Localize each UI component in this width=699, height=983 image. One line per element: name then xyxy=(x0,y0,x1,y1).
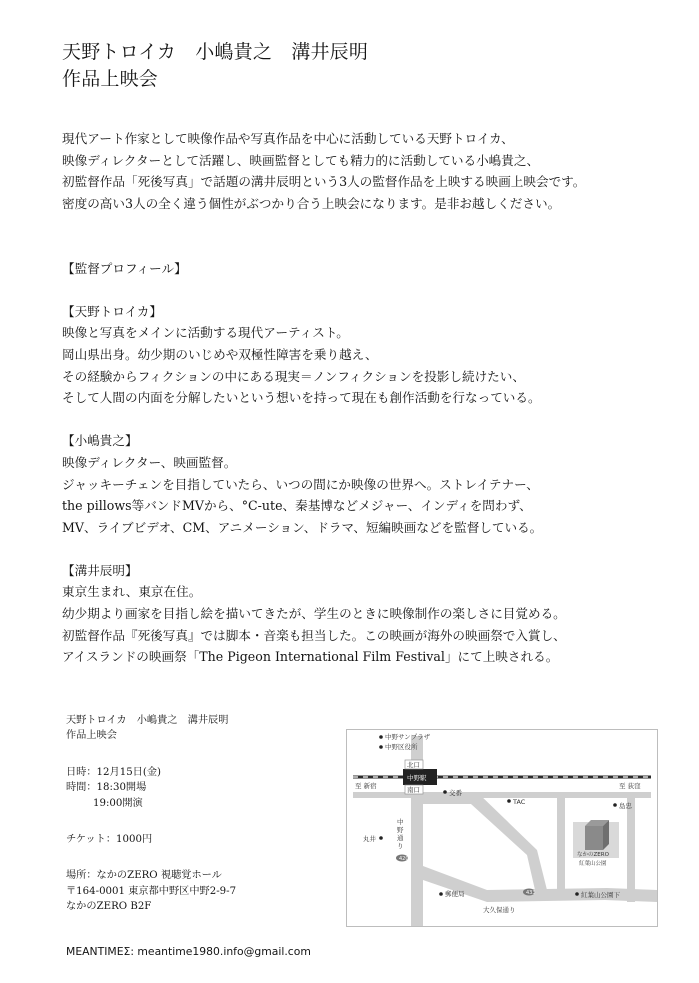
profile-line: MV、ライブビデオ、CM、アニメーション、ドラマ、短編映画などを監督している。 xyxy=(62,519,543,535)
map-label-koban: 交番 xyxy=(449,789,462,797)
event-venue: 場所：なかのZERO 視聴覚ホール xyxy=(66,870,222,882)
south-road xyxy=(353,792,651,798)
map-label-ward-office: 中野区役所 xyxy=(385,743,418,751)
map-label-route-433: 433 xyxy=(526,890,536,896)
intro-line: 現代アート作家として映像作品や写真作品を中心に活動している天野トロイカ、 xyxy=(62,131,514,146)
map-label-okubo-dori: 大久保通り xyxy=(483,906,516,914)
intro-line: 密度の高い3人の全く違う個性がぶつかり合う上映会になります。是非お越しください。 xyxy=(62,195,561,211)
profile-line: ジャッキーチェンを目指していたら、いつの間にか映像の世界へ。ストレイテナー、 xyxy=(62,476,539,492)
map-label-south-exit: 南口 xyxy=(407,786,420,794)
profile-line: 映像と写真をメインに活動する現代アーティスト。 xyxy=(62,325,349,341)
event-date: 日時：12月15日(金) xyxy=(66,766,161,778)
map-label-zero: なかのZERO xyxy=(577,852,609,858)
nakano-dori-char: り xyxy=(397,842,404,850)
profile-heading: 【監督プロフィール】 xyxy=(62,260,187,276)
map-label-post-office: 郵便局 xyxy=(445,890,465,898)
event-venue-floor: なかのZERO B2F xyxy=(66,901,152,913)
map-label-shimachu: 島忠 xyxy=(619,802,632,810)
map-label-koyosan-park: 紅葉山公園 xyxy=(579,861,607,867)
nakano-dori-char: 通 xyxy=(397,834,404,842)
profile-line: そして人間の内面を分解したいという想いを持って現在も創作活動を行なっている。 xyxy=(62,390,541,406)
intro-line: 映像ディレクターとして活躍し、映画監督としても精力的に活動している小嶋貴之、 xyxy=(62,152,540,168)
profile-line: 初監督作品『死後写真』では脚本・音楽も担当した。この映画が海外の映画祭で入賞し、 xyxy=(62,627,566,643)
event-time-open: 時間：18:30開場 xyxy=(66,782,147,794)
map-label-koyosan-park-shita: 紅葉山公園下 xyxy=(581,891,620,899)
profile-line: 東京生まれ、東京在住。 xyxy=(62,584,202,600)
access-map xyxy=(346,729,658,927)
map-label-sunplaza: 中野サンプラザ xyxy=(385,733,431,741)
body-text xyxy=(62,128,585,668)
access-map-drawing xyxy=(347,730,657,926)
map-label-tac: TAC xyxy=(513,798,526,806)
profile-line: 岡山県出身。幼少期のいじめや双極性障害を乗り越え、 xyxy=(62,346,378,362)
event-address: 〒164-0001 東京都中野区中野2-9-7 xyxy=(66,885,237,897)
event-names: 天野トロイカ 小嶋貴之 溝井辰明 xyxy=(66,715,229,726)
profile-heading-amano: 【天野トロイカ】 xyxy=(62,303,162,319)
profile-heading-mizoi: 【溝井辰明】 xyxy=(62,562,138,578)
map-label-nakano-dori xyxy=(397,817,404,850)
map-label-station: 中野駅 xyxy=(407,774,427,782)
side-road xyxy=(557,798,565,894)
nakano-dori-char: 中 xyxy=(397,818,404,826)
profile-line: the pillows等バンドMVから、°C-ute、秦基博などメジャー、インディを問わず、 xyxy=(62,498,532,514)
event-info xyxy=(66,713,236,915)
east-road xyxy=(627,798,635,902)
nakano-dori-char: 野 xyxy=(397,826,404,834)
profile-line: 映像ディレクター、映画監督。 xyxy=(62,454,237,470)
profile-heading-kojima: 【小嶋貴之】 xyxy=(62,433,138,449)
event-subtitle: 作品上映会 xyxy=(66,730,117,742)
profile-line: アイスランドの映画祭「The Pigeon International Film Festival」にて上映される。 xyxy=(62,649,559,665)
page-title-names: 天野トロイカ 小嶋貴之 溝井辰明 xyxy=(62,41,369,63)
profile-line: その経験からフィクションの中にある現実＝ノンフィクションを投影し続けたい、 xyxy=(62,368,525,384)
map-label-north-exit: 北口 xyxy=(407,761,420,769)
map-label-to-shinjuku: 至 新宿 xyxy=(355,782,377,790)
map-label-to-ogikubo: 至 荻窪 xyxy=(619,782,641,790)
event-ticket: チケット：1000円 xyxy=(66,834,153,846)
contact-line: MEANTIMEΣ: meantime1980.info@gmail.com xyxy=(66,945,311,958)
map-label-marui: 丸井 xyxy=(363,835,376,843)
map-label-nakano-dori-group xyxy=(397,817,404,850)
intro-line: 初監督作品「死後写真」で話題の溝井辰明という3人の監督作品を上映する映画上映会です。 xyxy=(62,174,586,190)
page-title-subtitle: 作品上映会 xyxy=(62,68,159,90)
map-label-route-420: 420 xyxy=(399,856,409,862)
profile-line: 幼少期より画家を目指し絵を描いてきたが、学生のときに映像制作の楽しさに目覚める。 xyxy=(62,606,566,622)
event-time-start: 19:00開演 xyxy=(93,797,143,809)
nakano-zero-building-icon xyxy=(585,820,609,850)
